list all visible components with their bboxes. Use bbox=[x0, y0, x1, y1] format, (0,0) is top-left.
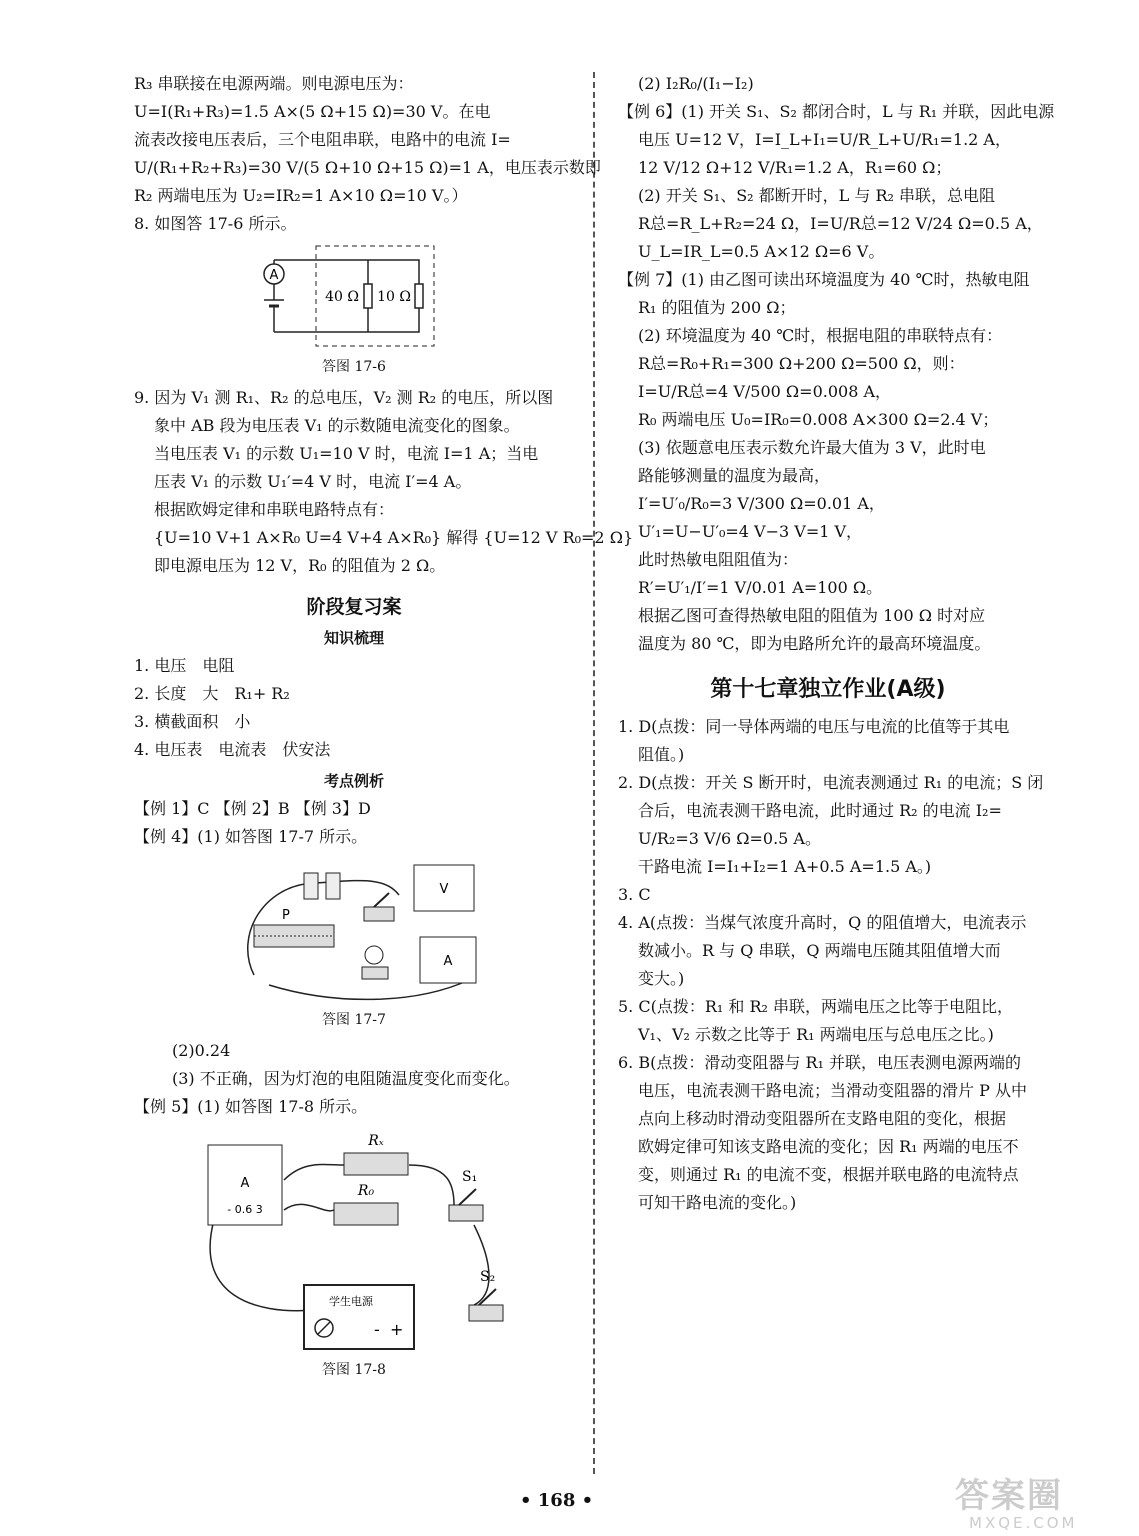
knowledge-item: 4. 电压表 电流表 伏安法 bbox=[134, 740, 331, 759]
slider-label: P bbox=[282, 908, 290, 923]
resistor-r0-label: R₀ bbox=[357, 1183, 375, 1199]
knowledge-item: 2. 长度 大 R₁+ R₂ bbox=[134, 684, 290, 703]
switch-s1-icon bbox=[449, 1205, 483, 1221]
answer-line: 合后，电流表测干路电流，此时通过 R₂ 的电流 I₂= bbox=[638, 801, 1002, 820]
text-line: U′₁=U−U′₀=4 V−3 V=1 V， bbox=[638, 522, 863, 541]
answer-line: U/R₂=3 V/6 Ω=0.5 A。 bbox=[638, 829, 821, 848]
answer-line: 6. B(点拨：滑动变阻器与 R₁ 并联，电压表测电源两端的 bbox=[618, 1053, 1021, 1072]
switch-s2-label: S₂ bbox=[480, 1269, 496, 1285]
apparatus-figure-17-8 bbox=[194, 1125, 514, 1355]
watermark-url: MXQE.COM bbox=[969, 1514, 1078, 1532]
text-line: 【例 6】(1) 开关 S₁、S₂ 都闭合时，L 与 R₁ 并联，因此电源 bbox=[618, 102, 1055, 121]
text-line: R₀ 两端电压 U₀=IR₀=0.008 A×300 Ω=2.4 V； bbox=[638, 410, 999, 429]
ammeter-scale: - 0.6 3 bbox=[227, 1203, 263, 1216]
text-line: 流表改接电压表后，三个电阻串联，电路中的电流 I= bbox=[134, 130, 511, 149]
knowledge-item: 3. 横截面积 小 bbox=[134, 712, 251, 731]
subsection-title: 考点例析 bbox=[323, 772, 384, 790]
resistor-10-symbol bbox=[415, 284, 423, 308]
text-line: 根据欧姆定律和串联电路特点有： bbox=[154, 500, 395, 519]
answer-line: 变大。) bbox=[638, 969, 685, 988]
answer-line: 2. D(点拨：开关 S 断开时，电流表测通过 R₁ 的电流；S 闭 bbox=[618, 773, 1044, 792]
battery-icon bbox=[304, 873, 318, 899]
answer-line: 可知干路电流的变化。) bbox=[638, 1193, 797, 1212]
power-supply-label: 学生电源 bbox=[329, 1295, 373, 1308]
answer-line: V₁、V₂ 示数之比等于 R₁ 两端电压与总电压之比。) bbox=[638, 1025, 994, 1044]
text-line: R₁ 的阻值为 200 Ω； bbox=[638, 298, 796, 317]
right-column bbox=[618, 70, 1055, 1217]
switch-s1-label: S₁ bbox=[462, 1169, 478, 1185]
text-line: 【例 1】C 【例 2】B 【例 3】D bbox=[134, 799, 371, 818]
text-line: (2) 环境温度为 40 ℃时，根据电阻的串联特点有： bbox=[638, 326, 1003, 345]
answer-line: 3. C bbox=[618, 885, 651, 904]
answer-line: 数减小。R 与 Q 串联，Q 两端电压随其阻值增大而 bbox=[638, 941, 1001, 960]
lamp-icon bbox=[365, 946, 383, 964]
text-line: (3) 依题意电压表示数允许最大值为 3 V，此时电 bbox=[638, 438, 986, 457]
text-line: 温度为 80 ℃，即为电路所允许的最高环境温度。 bbox=[638, 634, 991, 653]
power-supply-plus: + bbox=[390, 1320, 404, 1339]
watermark-logo-text: 答案圈 bbox=[955, 1476, 1063, 1516]
text-line: R总=R₀+R₁=300 Ω+200 Ω=500 Ω，则： bbox=[638, 354, 965, 373]
voltmeter-label: V bbox=[439, 882, 449, 897]
circuit-diagram-17-6 bbox=[244, 242, 464, 352]
power-supply-minus: - bbox=[374, 1320, 380, 1339]
answer-line: 干路电流 I=I₁+I₂=1 A+0.5 A=1.5 A。) bbox=[638, 857, 932, 876]
switch-icon bbox=[364, 907, 394, 921]
answer-line: 电压，电流表测干路电流；当滑动变阻器的滑片 P 从中 bbox=[638, 1081, 1027, 1100]
resistor-40-label: 40 Ω bbox=[325, 289, 359, 305]
text-line: 【例 4】(1) 如答图 17-7 所示。 bbox=[134, 827, 368, 846]
left-column bbox=[134, 70, 634, 1387]
column-divider bbox=[593, 72, 595, 1474]
ammeter-label: A bbox=[240, 1176, 250, 1191]
figure-caption: 答图 17-8 bbox=[322, 1362, 386, 1378]
figure-caption: 答图 17-7 bbox=[322, 1012, 386, 1028]
page-number: • 168 • bbox=[520, 1490, 594, 1511]
text-line: 路能够测量的温度为最高， bbox=[638, 466, 831, 485]
text-line: 即电源电压为 12 V，R₀ 的阻值为 2 Ω。 bbox=[154, 556, 446, 575]
resistor-10-label: 10 Ω bbox=[377, 289, 411, 305]
answer-line: 5. C(点拨：R₁ 和 R₂ 串联，两端电压之比等于电阻比， bbox=[618, 997, 1014, 1016]
text-line: 当电压表 V₁ 的示数 U₁=10 V 时，电流 I=1 A；当电 bbox=[154, 444, 539, 463]
text-line: 12 V/12 Ω+12 V/R₁=1.2 A，R₁=60 Ω； bbox=[638, 158, 952, 177]
ammeter-label: A bbox=[443, 954, 453, 969]
resistor-40-symbol bbox=[364, 284, 372, 308]
text-line: I′=U′₀/R₀=3 V/300 Ω=0.01 A， bbox=[638, 494, 885, 513]
text-line: 8. 如图答 17-6 所示。 bbox=[134, 214, 297, 233]
text-line: U=I(R₁+R₃)=1.5 A×(5 Ω+15 Ω)=30 V。在电 bbox=[134, 102, 491, 121]
text-line: U_L=IR_L=0.5 A×12 Ω=6 V。 bbox=[638, 242, 885, 261]
text-line: 根据乙图可查得热敏电阻的阻值为 100 Ω 时对应 bbox=[638, 606, 986, 625]
ammeter-label: A bbox=[269, 268, 279, 283]
apparatus-figure-17-7 bbox=[224, 855, 484, 1005]
answer-line: 4. A(点拨：当煤气浓度升高时，Q 的阻值增大，电流表示 bbox=[618, 913, 1027, 932]
answer-line: 1. D(点拨：同一导体两端的电压与电流的比值等于其电 bbox=[618, 717, 1010, 736]
text-line: 【例 7】(1) 由乙图可读出环境温度为 40 ℃时，热敏电阻 bbox=[618, 270, 1030, 289]
text-line: R′=U′₁/I′=1 V/0.01 A=100 Ω。 bbox=[638, 578, 883, 597]
text-line: 压表 V₁ 的示数 U₁′=4 V 时，电流 I′=4 A。 bbox=[154, 472, 472, 491]
resistor-r0-icon bbox=[334, 1203, 398, 1225]
text-line: 电压 U=12 V，I=I_L+I₁=U/R_L+U/R₁=1.2 A， bbox=[638, 130, 1011, 149]
text-line: (3) 不正确，因为灯泡的电阻随温度变化而变化。 bbox=[172, 1069, 520, 1088]
section-title: 阶段复习案 bbox=[306, 596, 402, 618]
text-line: I=U/R总=4 V/500 Ω=0.008 A， bbox=[638, 382, 892, 401]
knowledge-item: 1. 电压 电阻 bbox=[134, 656, 235, 675]
text-line: (2) 开关 S₁、S₂ 都断开时，L 与 R₂ 串联，总电阻 bbox=[638, 186, 996, 205]
text-line: 9. 因为 V₁ 测 R₁、R₂ 的总电压，V₂ 测 R₂ 的电压，所以图 bbox=[134, 388, 554, 407]
chapter-title: 第十七章独立作业(A级) bbox=[710, 677, 946, 702]
answer-line: 欧姆定律可知该支路电流的变化；因 R₁ 两端的电压不 bbox=[638, 1137, 1019, 1156]
text-line: 【例 5】(1) 如答图 17-8 所示。 bbox=[134, 1097, 368, 1116]
subsection-title: 知识梳理 bbox=[323, 629, 384, 647]
text-line: R₃ 串联接在电源两端。则电源电压为： bbox=[134, 74, 414, 93]
resistor-rx-icon bbox=[344, 1153, 408, 1175]
answer-line: 阻值。) bbox=[638, 745, 685, 764]
text-line: U/(R₁+R₂+R₃)=30 V/(5 Ω+10 Ω+15 Ω)=1 A，电压表示数即 bbox=[134, 158, 601, 177]
text-line: (2)0.24 bbox=[172, 1041, 231, 1060]
equation-system: {U=10 V+1 A×R₀ U=4 V+4 A×R₀} 解得 {U=12 V R₀=2 Ω} bbox=[154, 528, 634, 547]
text-line: R₂ 两端电压为 U₂=IR₂=1 A×10 Ω=10 V。） bbox=[134, 186, 468, 205]
text-line: R总=R_L+R₂=24 Ω，I=U/R总=12 V/24 Ω=0.5 A， bbox=[638, 214, 1043, 233]
answer-line: 点向上移动时滑动变阻器所在支路电阻的变化，根据 bbox=[638, 1109, 1007, 1128]
answer-line: 变，则通过 R₁ 的电流不变，根据并联电路的电流特点 bbox=[638, 1165, 1019, 1184]
text-line: 象中 AB 段为电压表 V₁ 的示数随电流变化的图象。 bbox=[154, 416, 520, 435]
text-line: 此时热敏电阻阻值为： bbox=[638, 550, 799, 569]
switch-s2-icon bbox=[469, 1305, 503, 1321]
text-line: (2) I₂R₀/(I₁−I₂) bbox=[638, 74, 754, 93]
battery-icon bbox=[326, 873, 340, 899]
figure-caption: 答图 17-6 bbox=[322, 359, 386, 375]
watermark bbox=[955, 1478, 1135, 1536]
resistor-rx-label: Rₓ bbox=[368, 1133, 384, 1149]
